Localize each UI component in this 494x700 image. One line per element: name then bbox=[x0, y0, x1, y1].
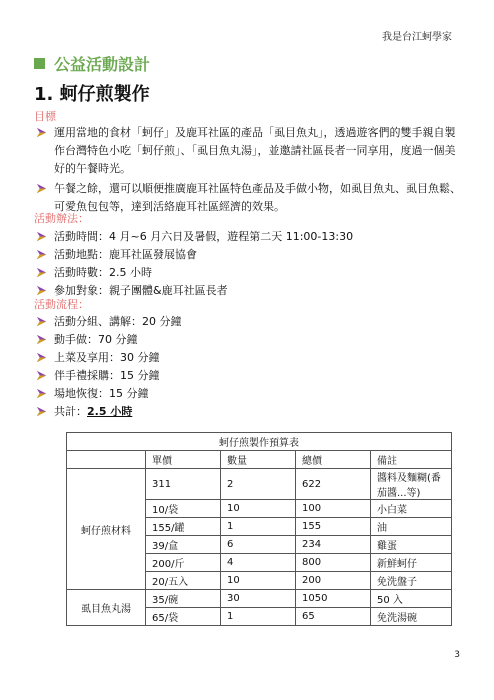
table-cell: 234 bbox=[296, 536, 371, 554]
table-header: 備註 bbox=[371, 451, 452, 469]
method-heading: 活動辦法： bbox=[34, 212, 89, 225]
table-cell: 65 bbox=[296, 608, 371, 626]
arrow-bullet-icon bbox=[36, 352, 47, 363]
table-cell: 39/盒 bbox=[146, 536, 221, 554]
table-cell: 免洗湯碗 bbox=[371, 608, 452, 626]
table-cell: 622 bbox=[296, 469, 371, 500]
list-item: 動手做：70 分鐘 bbox=[34, 331, 464, 349]
list-item: 上菜及享用：30 分鐘 bbox=[34, 349, 464, 367]
table-cell: 10/袋 bbox=[146, 500, 221, 518]
table-cell: 200 bbox=[296, 572, 371, 590]
table-cell bbox=[67, 451, 146, 469]
arrow-bullet-icon bbox=[36, 127, 47, 138]
table-caption: 蚵仔煎製作預算表 bbox=[67, 433, 452, 451]
section-title bbox=[34, 52, 150, 75]
table-cell: 65/袋 bbox=[146, 608, 221, 626]
table-cell: 200/斤 bbox=[146, 554, 221, 572]
arrow-bullet-icon bbox=[36, 183, 47, 194]
header-site-name: 我是台江蚵學家 bbox=[382, 32, 452, 43]
list-item: 運用當地的食材「蚵仔」及鹿耳社區的產品「虱目魚丸」，透過遊客們的雙手親自製作台灣特色小吃「蚵仔煎」、「虱目魚丸湯」，並邀請社區長者一同享用，度過一個美好的午餐時光。 bbox=[34, 124, 464, 178]
table-group-label: 蚵仔煎材料 bbox=[67, 469, 146, 590]
table-header-row bbox=[67, 451, 452, 469]
table-cell: 4 bbox=[221, 554, 296, 572]
green-square-icon bbox=[34, 58, 45, 69]
list-item: 伴手禮採購：15 分鐘 bbox=[34, 367, 464, 385]
activity-title: 1. 蚵仔煎製作 bbox=[34, 84, 150, 105]
arrow-bullet-icon bbox=[36, 267, 47, 278]
process-list bbox=[34, 313, 464, 421]
arrow-bullet-icon bbox=[36, 249, 47, 260]
arrow-bullet-icon bbox=[36, 334, 47, 345]
arrow-bullet-icon bbox=[36, 370, 47, 381]
list-item: 活動地點：鹿耳社區發展協會 bbox=[34, 246, 464, 264]
table-header: 總價 bbox=[296, 451, 371, 469]
table-cell: 30 bbox=[221, 590, 296, 608]
table-cell: 新鮮蚵仔 bbox=[371, 554, 452, 572]
list-item: 參加對象：親子團體&鹿耳社區長者 bbox=[34, 282, 464, 300]
arrow-bullet-icon bbox=[36, 285, 47, 296]
arrow-bullet-icon bbox=[36, 231, 47, 242]
list-item: 午餐之餘，還可以順便推廣鹿耳社區特色產品及手做小物，如虱目魚丸、虱目魚鬆、可愛魚包包等，達到活絡鹿耳社區經濟的效果。 bbox=[34, 180, 464, 216]
table-cell: 2 bbox=[221, 469, 296, 500]
table-cell: 155 bbox=[296, 518, 371, 536]
list-item: 活動時數：2.5 小時 bbox=[34, 264, 464, 282]
process-heading: 活動流程： bbox=[34, 298, 89, 311]
table-cell: 10 bbox=[221, 572, 296, 590]
table-cell: 醬料及麵糊(番茄醬...等) bbox=[371, 469, 452, 500]
table-cell: 10 bbox=[221, 500, 296, 518]
table-row bbox=[67, 590, 452, 608]
table-row bbox=[67, 469, 452, 500]
page-number: 3 bbox=[454, 650, 460, 660]
table-cell: 155/罐 bbox=[146, 518, 221, 536]
table-cell: 6 bbox=[221, 536, 296, 554]
arrow-bullet-icon bbox=[36, 388, 47, 399]
table-cell: 免洗盤子 bbox=[371, 572, 452, 590]
goals-heading: 目標 bbox=[34, 110, 56, 123]
table-cell: 311 bbox=[146, 469, 221, 500]
list-item: 場地恢復：15 分鐘 bbox=[34, 385, 464, 403]
table-cell: 100 bbox=[296, 500, 371, 518]
table-cell: 35/碗 bbox=[146, 590, 221, 608]
list-item: 活動分組、講解：20 分鐘 bbox=[34, 313, 464, 331]
table-cell: 小白菜 bbox=[371, 500, 452, 518]
arrow-bullet-icon bbox=[36, 316, 47, 327]
table-cell: 雞蛋 bbox=[371, 536, 452, 554]
table-cell: 1050 bbox=[296, 590, 371, 608]
table-group-label: 虱目魚丸湯 bbox=[67, 590, 146, 626]
arrow-bullet-icon bbox=[36, 406, 47, 417]
table-cell: 1 bbox=[221, 608, 296, 626]
goals-list bbox=[34, 124, 464, 216]
table-header: 數量 bbox=[221, 451, 296, 469]
table-cell: 50 入 bbox=[371, 590, 452, 608]
table-header: 單價 bbox=[146, 451, 221, 469]
table-cell: 800 bbox=[296, 554, 371, 572]
list-item: 共計：2.5 小時 bbox=[34, 403, 464, 421]
table-cell: 油 bbox=[371, 518, 452, 536]
table-cell: 1 bbox=[221, 518, 296, 536]
section-title-text: 公益活動設計 bbox=[54, 55, 151, 74]
budget-table bbox=[66, 432, 452, 626]
method-list bbox=[34, 228, 464, 300]
table-cell: 20/五入 bbox=[146, 572, 221, 590]
list-item: 活動時間：4 月~6 月六日及暑假，遊程第二天 11:00-13:30 bbox=[34, 228, 464, 246]
total-value: 2.5 小時 bbox=[87, 405, 133, 418]
